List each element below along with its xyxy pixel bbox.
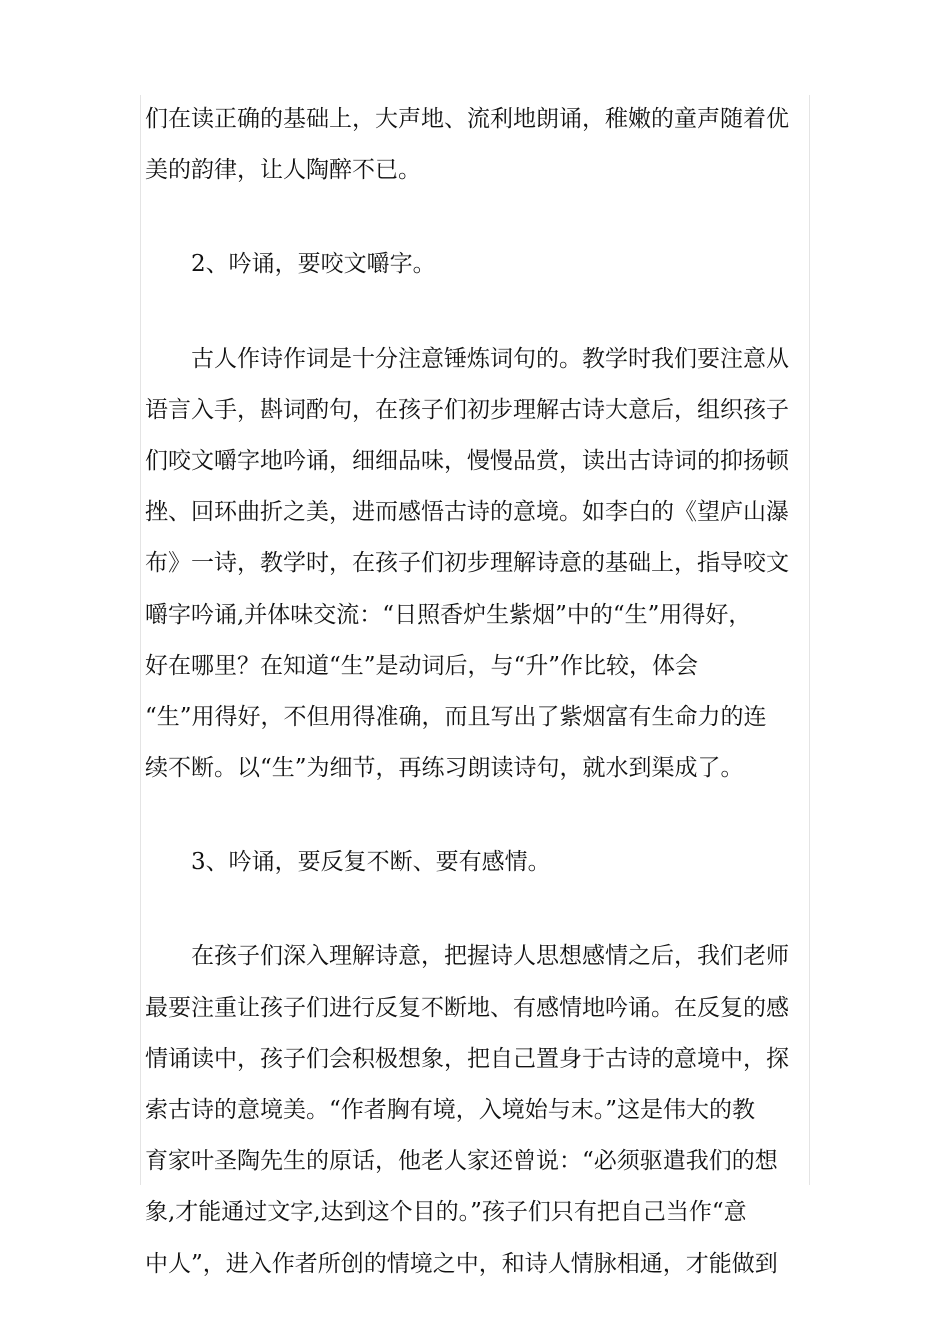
text-line: 育家叶圣陶先生的原话，他老人家还曾说：“必须驱遣我们的想 xyxy=(145,1148,778,1175)
paragraph-gap xyxy=(145,794,817,837)
text-line: 2、吟诵，要咬文嚼字。 xyxy=(191,251,436,278)
text-line: “生”用得好，不但用得准确，而且写出了紫烟富有生命力的连 xyxy=(145,703,767,730)
text-line: 中人”，进入作者所创的情境之中，和诗人情脉相通，才能做到 xyxy=(145,1250,778,1277)
text-line: 们咬文嚼字地吟诵，细细品味，慢慢品赏，读出古诗词的抑扬顿 xyxy=(145,447,789,474)
text-line: 索古诗的意境美。“作者胸有境，入境始与末。”这是伟大的教 xyxy=(145,1097,756,1123)
text-line: 象,才能通过文字,达到这个目的。”孩子们只有把自己当作“意 xyxy=(145,1199,747,1226)
paragraph-gap xyxy=(145,888,817,931)
text-line: 续不断。以“生”为细节，再练习朗读诗句，就水到渠成了。 xyxy=(145,755,744,782)
text-line: 布》一诗，教学时，在孩子们初步理解诗意的基础上，指导咬文 xyxy=(145,550,789,577)
left-margin-guide xyxy=(140,95,141,1185)
paragraph-gap xyxy=(145,196,817,239)
text-line: 们在读正确的基础上，大声地、流利地朗诵，稚嫩的童声随着优 xyxy=(145,106,789,132)
text-line: 古人作诗作词是十分注意锤炼词句的。教学时我们要注意从 xyxy=(191,345,789,372)
text-line: 情诵读中，孩子们会积极想象，把自己置身于古诗的意境中，探 xyxy=(145,1045,789,1072)
text-line: 美的韵律，让人陶醉不已。 xyxy=(145,157,421,184)
text-line: 最要注重让孩子们进行反复不断地、有感情地吟诵。在反复的感 xyxy=(145,994,789,1021)
text-line: 好在哪里？在知道“生”是动词后，与“升”作比较，体会 xyxy=(145,652,699,679)
paragraph-gap xyxy=(145,291,817,334)
text-line: 3、吟诵，要反复不断、要有感情。 xyxy=(191,849,551,876)
text-line: 语言入手，斟词酌句，在孩子们初步理解古诗大意后，组织孩子 xyxy=(145,396,789,423)
text-line: 挫、回环曲折之美，进而感悟古诗的意境。如李白的《望庐山瀑 xyxy=(145,499,789,526)
text-line: 嚼字吟诵,并体味交流：“日照香炉生紫烟”中的“生”用得好， xyxy=(145,601,752,628)
document-body xyxy=(145,94,817,1290)
text-line: 在孩子们深入理解诗意，把握诗人思想感情之后，我们老师 xyxy=(191,943,789,970)
